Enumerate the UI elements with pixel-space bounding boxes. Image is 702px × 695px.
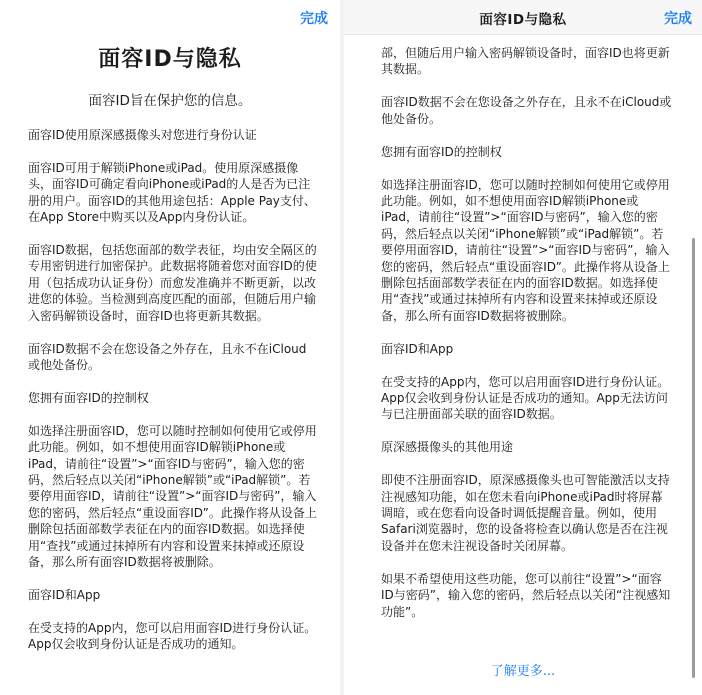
done-button[interactable]: 完成 [664, 11, 692, 27]
section-heading: 面容ID和App [381, 341, 454, 356]
paragraph: 面容ID数据不会在您设备之外存在，且永不在iCloud或他处备份。 [381, 95, 672, 126]
paragraph: 部，但随后用户输入密码解锁设备时，面容ID也将更新其数据。 [381, 46, 670, 77]
section-heading: 面容ID和App [28, 587, 101, 602]
learn-more-link[interactable]: 了解更多... [490, 664, 556, 679]
privacy-body [28, 127, 318, 669]
privacy-body[interactable] [381, 45, 673, 636]
paragraph: 如选择注册面容ID，您可以随时控制如何使用它或停用此功能。例如，如不想使用面容ID解锁iPhone或iPad，请前往“设置”>“面容ID与密码”，输入您的密码，然后轻点以关闭“iPhone解锁”或“iPad解锁”。若要停用面容ID，请前往“设置”>“面容ID与密码”，输入您的密码，然后轻点“重设面容ID”。此操作将从设备上删除包括面部数学表征在内的面容ID数据。如选择使用“查找”或通过抹掉所有内容和设置来抹掉或还原设备，那么所有面容ID数据将被删除。 [381, 177, 670, 323]
section-heading: 面容ID使用原深感摄像头对您进行身份认证 [28, 128, 257, 142]
section-heading: 您拥有面容ID的控制权 [381, 144, 502, 159]
nav-title: 面容ID与隐私 [479, 12, 567, 28]
page-subtitle: 面容ID旨在保护您的信息。 [88, 93, 252, 109]
paragraph: 即使不注册面容ID，原深感摄像头也可智能激活以支持注视感知功能，如在您未看向iPhone或iPad时将屏幕调暗，或在您看向设备时调低提醒音量。例如，使用Safari浏览器时，您的设备将检查以确认您是否在注视设备并在您未注视设备时关闭屏幕。 [381, 473, 670, 553]
paragraph: 如果不希望使用这些功能，您可以前往“设置”>“面容ID与密码”，输入您的密码，然后轻点以关闭“注视感知功能”。 [381, 571, 671, 619]
paragraph: 在受支持的App内，您可以启用面容ID进行身份认证。App仅会收到身份认证是否成功的通知。 [28, 620, 317, 652]
nav-bar [344, 0, 702, 35]
privacy-sheet-left [0, 0, 340, 695]
scrollbar[interactable] [692, 238, 695, 678]
privacy-sheet-right [344, 0, 702, 695]
section-heading: 原深感摄像头的其他用途 [381, 440, 514, 455]
done-button[interactable]: 完成 [300, 11, 328, 27]
paragraph: 面容ID可用于解锁iPhone或iPad。使用原深感摄像头，面容ID可确定看向iPhone或iPad的人是否为已注册的用户。面容ID的其他用途包括：Apple Pay支付、在App Store中购买以及App内身份认证。 [28, 160, 316, 225]
paragraph: 如选择注册面容ID，您可以随时控制如何使用它或停用此功能。例如，如不想使用面容ID解锁iPhone或iPad，请前往“设置”>“面容ID与密码”，输入您的密码，然后轻点以关闭“iPhone解锁”或“iPad解锁”。若要停用面容ID，请前往“设置”>“面容ID与密码”，输入您的密码，然后轻点“重设面容ID”。此操作将从设备上删除包括面部数学表征在内的面容ID数据。如选择使用“查找”或通过抹掉所有内容和设置来抹掉或还原设备，那么所有面容ID数据将被删除。 [28, 423, 317, 570]
paragraph: 在受支持的App内，您可以启用面容ID进行身份认证。App仅会收到身份认证是否成功的通知。App无法访问与已注册面部关联的面容ID数据。 [381, 374, 670, 422]
paragraph: 面容ID数据，包括您面部的数学表征，均由安全隔区的专用密钥进行加密保护。此数据将随着您对面容ID的使用（包括成功认证身份）而愈发准确并不断更新，以改进您的体验。当检测到高度匹配的面部，但随后用户输入密码解锁设备时，面容ID也将更新其数据。 [28, 243, 317, 323]
section-heading: 您拥有面容ID的控制权 [28, 390, 149, 405]
page-title: 面容ID与隐私 [98, 47, 242, 72]
paragraph: 面容ID数据不会在您设备之外存在，且永不在iCloud或他处备份。 [28, 341, 307, 372]
